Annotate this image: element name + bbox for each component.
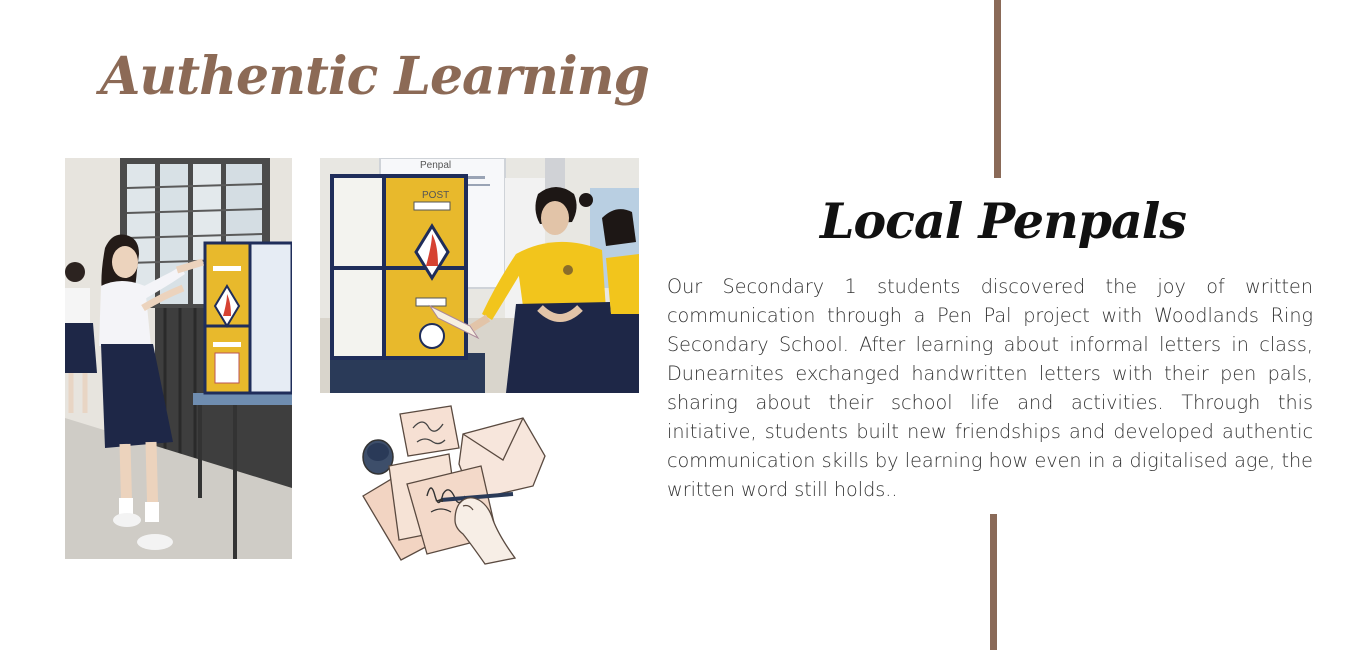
top-divider	[994, 0, 1001, 178]
photo-student-posting-letter	[65, 158, 292, 559]
photo-student-at-postbox	[320, 158, 639, 393]
photo-1-scene	[65, 158, 292, 559]
bottom-divider	[990, 514, 997, 650]
slide-heading: Penpal	[420, 160, 452, 171]
photo-2-scene	[320, 158, 639, 393]
letters-writing-illustration	[355, 400, 555, 565]
article-body: Our Secondary 1 students discovered the joy of written communication through a Pen Pal project with Woodlands Ring Secondary School. After learning about informal letters in class, Dunearnites exchanged handwritten letters with their pen pals, sharing about their school life and activities. Through this initiative, students built new friendships and developed authentic communication skills by learning how even in a digitalised age, the written word still holds..	[667, 275, 1313, 501]
postbox-label: POST	[422, 190, 450, 201]
letters-writing-icon	[355, 400, 555, 565]
article-title: Local Penpals	[820, 192, 1186, 250]
page-title: Authentic Learning	[100, 46, 649, 107]
